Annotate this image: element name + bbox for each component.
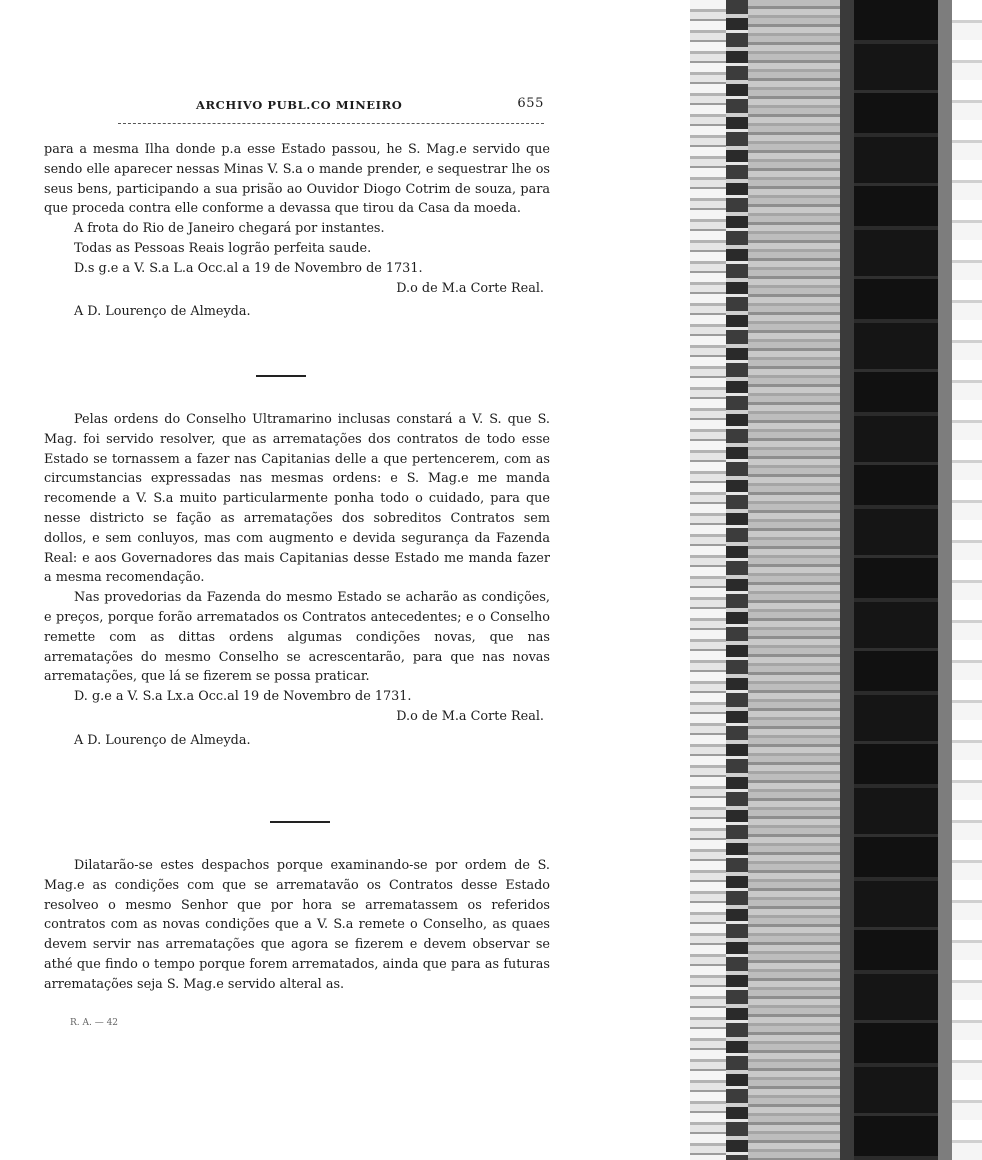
letter-3-body: Dilatarão-se estes despachos porque examinando-se por ordem de S. Mag.e as condições com que se arrematavão os Contratos desse Estado resolveo o mesmo Senhor que por hora se arrematassem os referidos contratos com as novas condições que a V. S.a remete o Conselho, as quaes devem servir nas arrematações que agora se fizerem e devem observar se athé que findo o tempo porque forem arrematados, ainda que para as futuras arrematações seja S. Mag.e servido alteral as. — [44, 858, 550, 992]
section-divider — [270, 821, 330, 823]
letter-1 — [44, 140, 550, 322]
letter-1-addressee: A D. Lourenço de Almeyda. — [74, 304, 251, 320]
letter-1-signature: D.o de M.a Corte Real. — [396, 280, 544, 296]
letter-2-addressee: A D. Lourenço de Almeyda. — [74, 732, 251, 748]
letter-2-signature: D.o de M.a Corte Real. — [396, 708, 544, 724]
letter-2-body-continued: Nas provedorias da Fazenda do mesmo Estado se acharão as condições, e preços, porque forão arrematados os Contratos antecedentes; e o Conselho remette com as dittas ordens algumas condições novas, que nas arrematações do mesmo Conselho se acrescentarão, para que nas novas arrematações, que lá se fizerem se possa praticar. — [44, 590, 550, 685]
book-spine-edge — [690, 0, 982, 1160]
letter-2-body: Pelas ordens do Conselho Ultramarino inclusas constará a V. S. que S. Mag. foi servido resolver, que as arrematações dos contratos de todo esse Estado se tornassem a fazer nas Capitanias delle a que pertencerem, com as circumstancias expressadas nas mesmas ordens: e S. Mag.e me manda recomende a V. S.a muito particularmente ponha todo o cuidado, para que nesse districto se fação as arrematações dos sobreditos Contratos sem dollos, e sem conluyos, mas com augmento e devida segurança da Fazenda Real: e aos Governadores das mais Capitanias desse Estado me manda fazer a mesma recomendação. — [44, 412, 550, 586]
section-divider — [256, 375, 306, 377]
letter-2 — [44, 410, 550, 751]
letter-1-health-line: Todas as Pessoas Reais logrão perfeita saude. — [74, 240, 372, 256]
page-number: 655 — [517, 96, 544, 111]
letter-3 — [44, 856, 550, 995]
letter-2-closing-date: D. g.e a V. S.a Lx.a Occ.al 19 de Novembro de 1731. — [74, 689, 412, 705]
running-title: ARCHIVO PUBL.CO MINEIRO — [196, 98, 403, 112]
letter-1-fleet-line: A frota do Rio de Janeiro chegará por instantes. — [74, 221, 385, 237]
letter-1-body: para a mesma Ilha donde p.a esse Estado passou, he S. Mag.e servido que sendo elle aparecer nessas Minas V. S.a o mande prender, e sequestrar lhe os seus bens, participando a sua prisão ao Ouvidor Diogo Cotrim de souza, para que proceda contra elle conforme a devassa que tirou da Casa da moeda. — [44, 142, 550, 217]
page-header — [118, 96, 544, 114]
letter-1-closing-date: D.s g.e a V. S.a L.a Occ.al a 19 de Novembro de 1731. — [74, 260, 423, 276]
signature-mark: R. A. — 42 — [70, 1018, 119, 1028]
header-rule — [118, 123, 544, 124]
